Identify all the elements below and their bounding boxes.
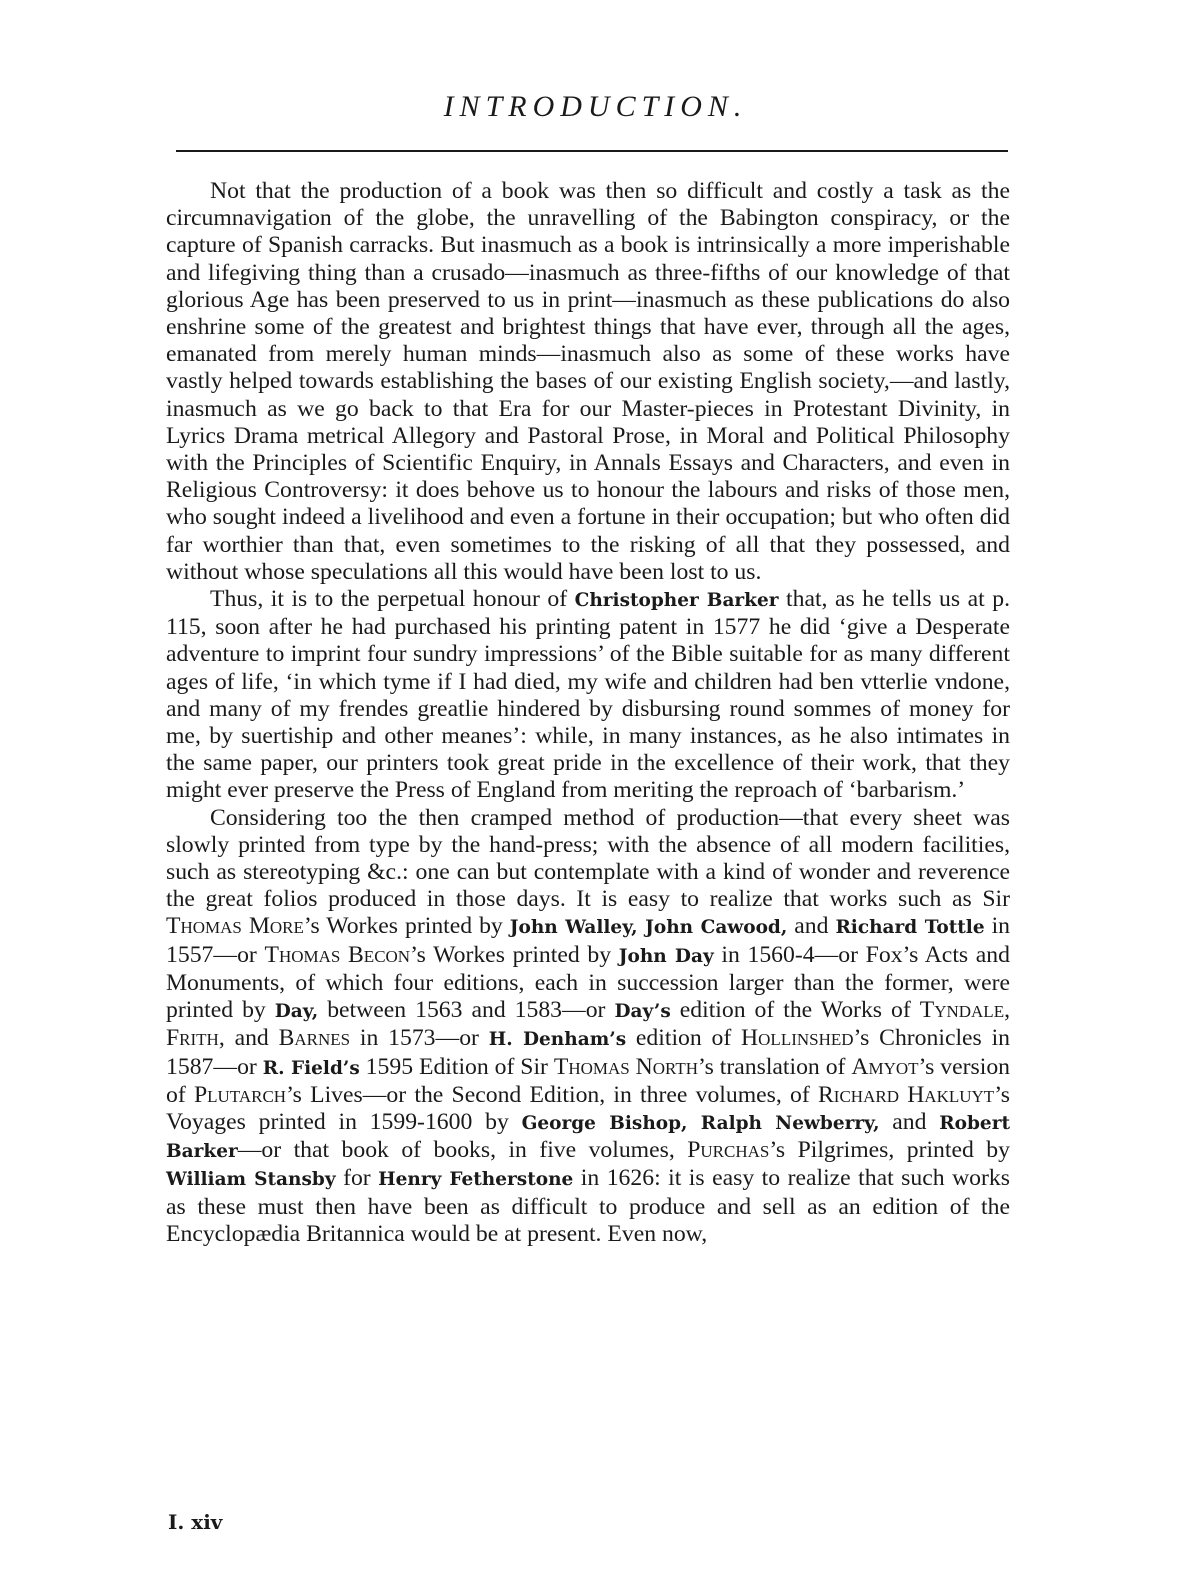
text-run: Considering too the then cramped method of production—that every sheet was slowly printed from type by the hand-press; with the absence of all modern facilities, such as stereotyping &c.: one can but contemplate with a kind of wonder and reverence the great folios produced in those days. It is easy to realize that works such as Sir [166, 804, 1010, 913]
text-run: Voyages [166, 1108, 246, 1135]
text-run: in 1626: it is easy to realize that such works as these must then have been as difficult to produce and sell as an edition of the [166, 1165, 1010, 1220]
text-run: —or the Second Edition, in three volumes, of [362, 1081, 818, 1108]
text-run: Tyndale [919, 997, 1005, 1024]
text-run: Day, [274, 1001, 319, 1023]
text-run: —or that book of books, in five volumes, [237, 1137, 688, 1164]
text-run: Thus, it is to the perpetual honour of [210, 586, 575, 613]
text-run: Thomas More [166, 913, 304, 940]
text-run [911, 997, 920, 1023]
text-run: Richard Tottle [835, 917, 985, 939]
text-run: and [787, 913, 836, 940]
text-run: edition of the [670, 997, 821, 1024]
text-run: Not that the production of a book was then so difficult and costly a task as the circumnavigation of the globe, the unravelling of the Babington conspiracy, or the capture of Spanish carracks. But inasmuch as a book is intrinsically a more imperishable and lifegiving thing than a crusado—inasmuch as three-fifths of our knowledge of that glorious Age has been preserved to us in print—inasmuch as these publications do also enshrine some of the greatest and brightest things that have ever, through all the ages, emanated from merely human minds—inasmuch also as some of these works have vastly helped towards establishing the bases of our existing English society,—and lastly, inasmuch as we go back to that Era for our Master-pieces in Protestant Divinity, in Lyrics Drama metrical Allegory and Pastoral Prose, in Moral and Political Philosophy with the Principles of Scientific Enquiry, in Annals Essays and Characters, and even in Religious Controversy: it does behove us to honour the labours and risks of those men, who sought indeed a livelihood and even a fortune in their occupation; but who often did far worthier than that, even sometimes to the risking of all that they possessed, and without whose speculations all this would have been lost to us. [166, 178, 1010, 585]
text-run: version of [166, 1053, 1011, 1108]
text-run: 115, soon after he had purchased his printing patent in 1577 he did ‘give a Desperate adventure to imprint four sundry impressions’ of the [166, 614, 1010, 668]
text-run: of which four editions, each in succession larger than the former, were printed by [166, 969, 1010, 1024]
text-run: between 1563 and 1583—or [318, 997, 615, 1024]
text-run: Hollinshed [741, 1025, 854, 1052]
text-run: ’s [918, 1053, 941, 1080]
header-rule [176, 150, 1008, 152]
text-run: ’s [410, 941, 434, 968]
text-run: would be at present. Even now, [404, 1220, 708, 1247]
text-run: printed in 1599-1600 by [245, 1108, 522, 1135]
text-run: R. Field’s [262, 1057, 360, 1079]
text-run [269, 1025, 279, 1051]
text-run: translation of [719, 1053, 846, 1080]
text-run: ’s [286, 1081, 311, 1108]
text-run: Acts and Monuments, [166, 941, 1010, 996]
text-run: Thomas Becon [264, 941, 411, 968]
text-run: printed by [398, 913, 510, 940]
text-run: edition of [626, 1025, 742, 1052]
text-run: H. Denham’s [488, 1029, 627, 1051]
text-run: in 1587—or [166, 1025, 1011, 1080]
text-run: Thomas North [553, 1053, 699, 1080]
text-run: for [335, 1165, 379, 1192]
paragraph-1 [166, 178, 1010, 586]
text-run: Frith [166, 1025, 219, 1052]
text-run: Bible [671, 641, 723, 668]
text-run: ’s [698, 1053, 720, 1080]
text-run [186, 1082, 194, 1108]
text-run: ’s [303, 913, 327, 940]
text-run: and [879, 1108, 940, 1135]
text-run: Workes [433, 941, 505, 968]
text-run: ’s [769, 1137, 798, 1164]
text-run: Purchas [687, 1137, 770, 1164]
paragraph-3 [166, 805, 1010, 1248]
text-run: Plutarch [193, 1081, 287, 1108]
text-run: and [234, 1025, 269, 1052]
text-run: in 1560-4—or Fox’s [713, 941, 925, 968]
page-title: INTRODUCTION. [443, 90, 748, 123]
text-run: p. [992, 586, 1010, 613]
paragraph-2 [166, 586, 1010, 805]
text-run: Henry Fetherstone [378, 1169, 574, 1191]
text-run: Robert Barker [166, 1112, 1010, 1163]
text-run: Works of [820, 997, 911, 1024]
text-run: suitable for as many different ages of life, ‘in which tyme if I had died, my wife and children had ben vtterlie vndone, and many of my frendes greatlie hindered by disbursing round sommes of money for me, by suertiship and other meanes’: while, in many instances, as he also intimates in the same paper, our printers took great pride in the excellence of their work, that they might ever preserve the Press of England from meriting the reproach of ‘barbarism.’ [166, 641, 1010, 804]
signature-mark: I. xiv [168, 1510, 223, 1534]
text-run: Day’s [614, 1001, 671, 1023]
text-run: , [1004, 997, 1011, 1024]
text-run: Christopher Barker [574, 590, 779, 612]
text-run: Amyot [851, 1053, 919, 1080]
text-run: Lives [310, 1081, 363, 1108]
text-run: printed by [894, 1137, 1010, 1164]
text-run: George Bishop, Ralph Newberry, [521, 1112, 880, 1134]
text-run: Barnes [278, 1025, 351, 1052]
text-run: Richard Hakluyt [818, 1081, 995, 1108]
text-run: that, as he tells us at [778, 586, 993, 613]
text-run: in 1573—or [350, 1025, 489, 1052]
body-text [166, 178, 1010, 1248]
text-run: John Day [618, 945, 714, 967]
text-run: Chronicles [879, 1025, 982, 1052]
text-run: John Walley, John Cawood, [509, 917, 788, 939]
text-run: printed by [504, 941, 619, 968]
text-run: Pilgrimes, [797, 1137, 895, 1164]
text-run: ’s [994, 1081, 1010, 1108]
text-run: in 1557—or [166, 913, 1010, 968]
text-run: Workes [326, 913, 399, 940]
text-run: William Stansby [166, 1169, 336, 1191]
text-run: , [218, 1025, 235, 1052]
text-run: Encyclopædia Britannica [166, 1220, 405, 1247]
text-run: 1595 Edition of Sir [359, 1053, 554, 1080]
text-run: ’s [853, 1025, 880, 1052]
